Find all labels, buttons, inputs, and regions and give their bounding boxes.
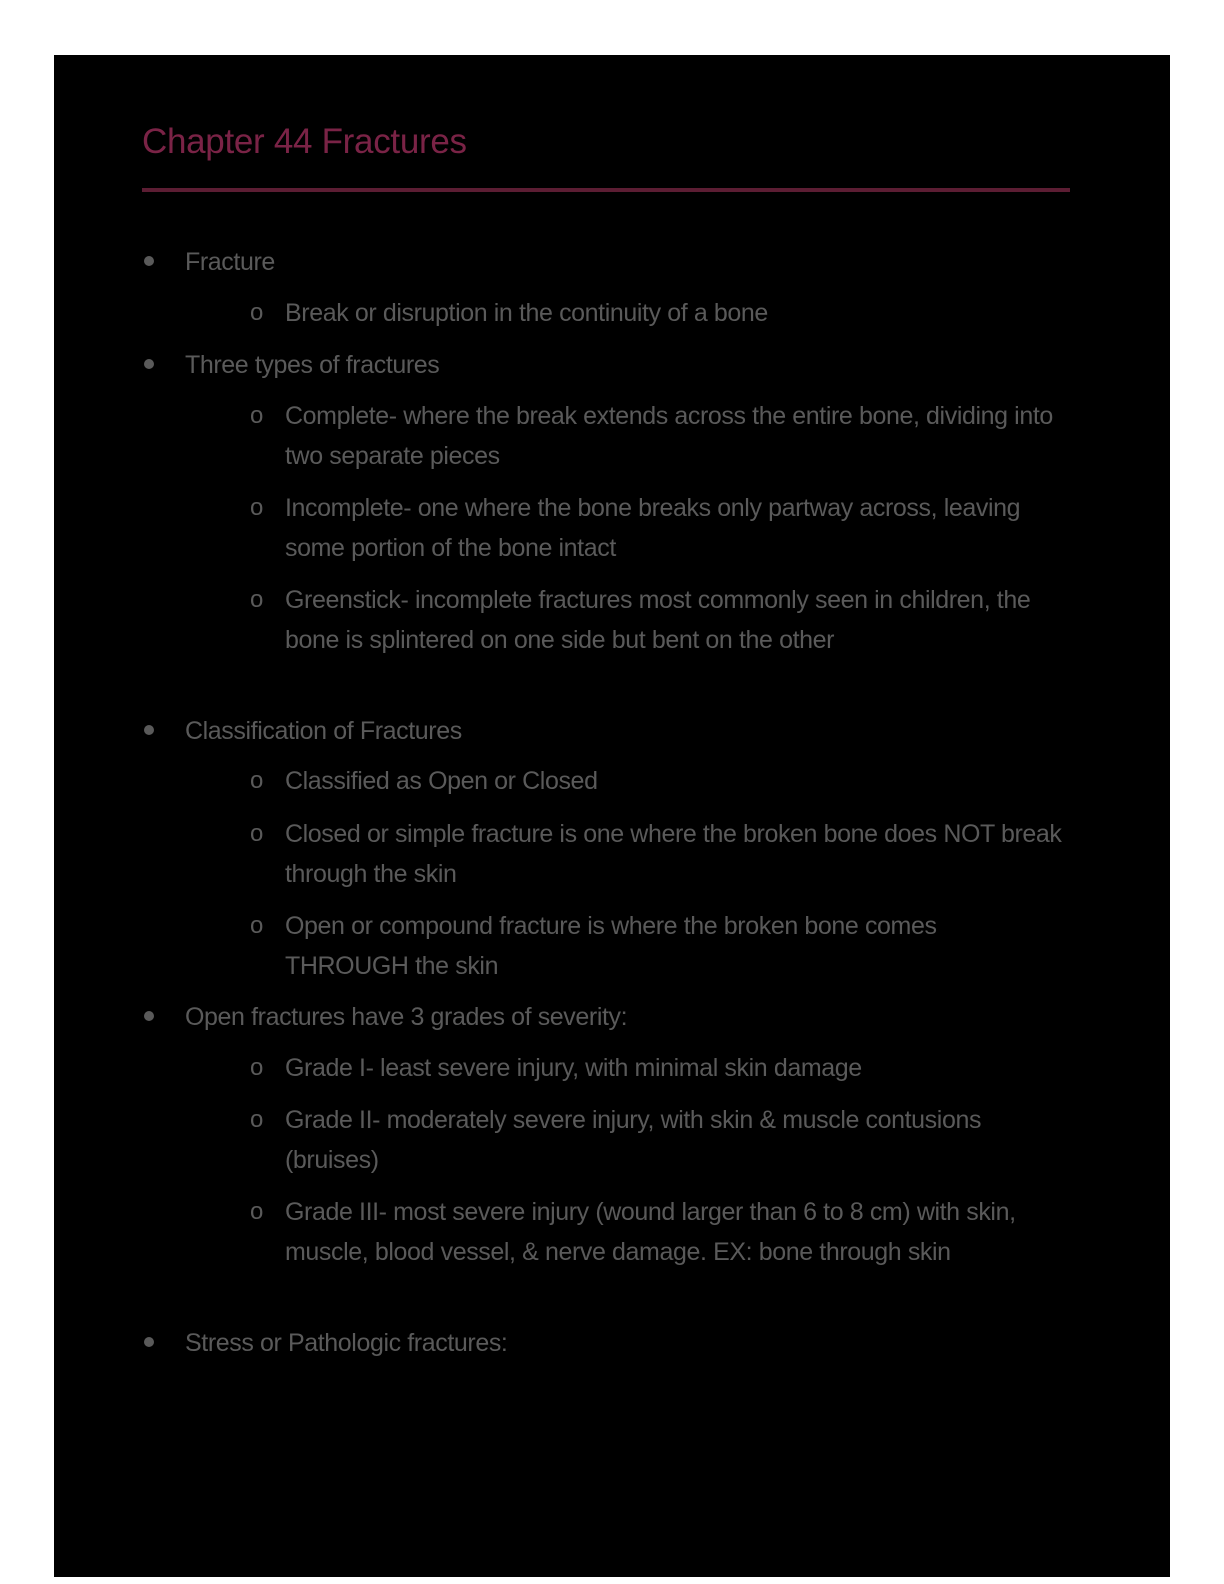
list-item-label: Three types of fractures — [185, 351, 440, 379]
bullet-circle-icon: o — [250, 586, 263, 613]
sub-list-item-text: Complete- where the break extends across the entire bone, dividing into two separate pieces — [285, 402, 1053, 470]
sub-list-item-text: Greenstick- incomplete fractures most commonly seen in children, the bone is splintered on one side but bent on the other — [285, 586, 1031, 654]
bullet-circle-icon: o — [250, 1198, 263, 1225]
title-divider — [142, 188, 1070, 192]
bullet-circle-icon: o — [250, 1106, 263, 1133]
list-item-label: Classification of Fractures — [185, 717, 462, 745]
page-title: Chapter 44 Fractures — [142, 122, 467, 161]
bullet-dot-icon — [144, 725, 154, 735]
list-item-label: Open fractures have 3 grades of severity: — [185, 1003, 628, 1031]
sub-list-item-text: Incomplete- one where the bone breaks only partway across, leaving some portion of the bone intact — [285, 494, 1021, 562]
bullet-circle-icon: o — [250, 402, 263, 429]
bullet-dot-icon — [144, 1011, 154, 1021]
bullet-circle-icon: o — [250, 820, 263, 847]
bullet-circle-icon: o — [250, 494, 263, 521]
bullet-circle-icon: o — [250, 1054, 263, 1081]
bullet-dot-icon — [144, 1337, 154, 1347]
bullet-circle-icon: o — [250, 299, 263, 326]
sub-list-item-text: Classified as Open or Closed — [285, 767, 598, 795]
bullet-dot-icon — [144, 256, 154, 266]
bullet-circle-icon: o — [250, 912, 263, 939]
list-item-label: Fracture — [185, 248, 275, 276]
bullet-dot-icon — [144, 359, 154, 369]
sub-list-item-text: Break or disruption in the continuity of a bone — [285, 299, 768, 327]
document-page — [54, 55, 1170, 1577]
bullet-circle-icon: o — [250, 767, 263, 794]
sub-list-item-text: Grade III- most severe injury (wound larger than 6 to 8 cm) with skin, muscle, blood vessel, & nerve damage. EX: bone through skin — [285, 1198, 1016, 1266]
sub-list-item-text: Open or compound fracture is where the broken bone comes THROUGH the skin — [285, 912, 937, 980]
sub-list-item-text: Grade I- least severe injury, with minimal skin damage — [285, 1054, 862, 1082]
list-item-label: Stress or Pathologic fractures: — [185, 1329, 508, 1357]
sub-list-item-text: Grade II- moderately severe injury, with skin & muscle contusions (bruises) — [285, 1106, 982, 1174]
sub-list-item-text: Closed or simple fracture is one where the broken bone does NOT break through the skin — [285, 820, 1062, 888]
